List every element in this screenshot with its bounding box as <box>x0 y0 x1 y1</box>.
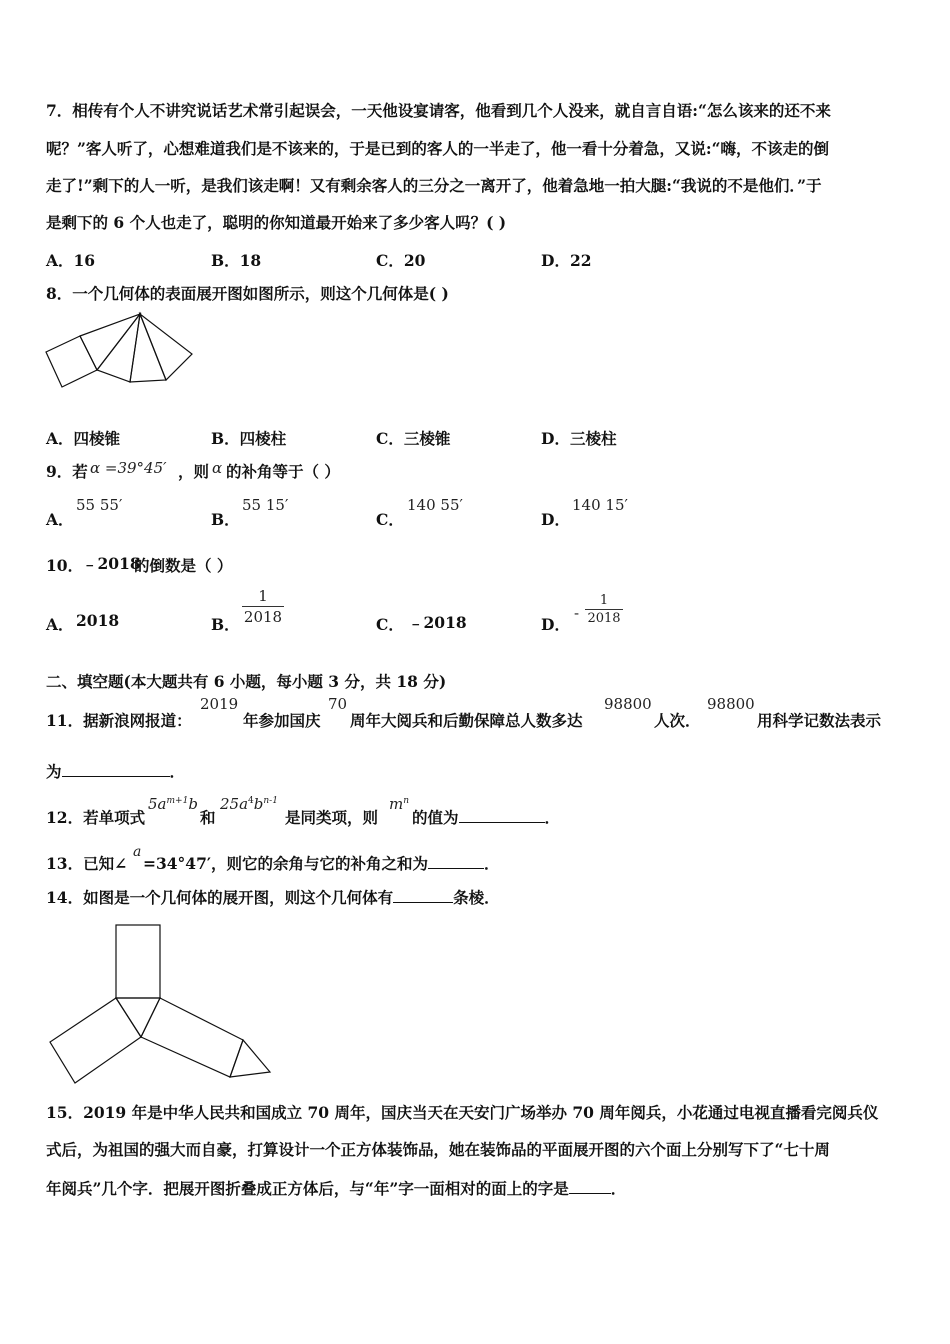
q11-text-3: 人次． <box>654 711 701 730</box>
q13-text: =34°47′，则它的余角与它的补角之和为 <box>143 854 428 873</box>
q7-line-4: 是剩下的 6 个人也走了，聪明的你知道最开始来了多少客人吗？( ) <box>46 213 507 232</box>
q15-line-1: 15．2019 年是中华人民共和国成立 70 周年，国庆当天在天安门广场举办 70 周年阅兵，小花通过电视直播看完阅兵仪 <box>46 1103 879 1122</box>
q10-option-b-fraction-bar <box>242 606 284 607</box>
q10-option-b-numerator: 1 <box>258 587 268 605</box>
q7-option-c: C．20 <box>376 251 426 270</box>
q7-line-1: 7．相传有个人不讲究说话艺术常引起误会，一天他设宴请客，他看到几个人没来，就自言自语:“怎么该来的还不来 <box>46 101 831 120</box>
q10-option-c-value: ﹣2018 <box>408 613 467 632</box>
q12-mono1-exponent: m+1 <box>166 796 189 806</box>
q12-end: ． <box>544 808 561 827</box>
q13-answer-blank[interactable] <box>428 854 484 869</box>
q13-alpha: a <box>133 844 142 860</box>
q8-net-diagram <box>40 310 205 395</box>
q12-text-2: 的值为 <box>412 808 459 827</box>
q11-prefix: 11．据新浪网报道： <box>46 711 192 730</box>
q13-end: ． <box>483 854 500 873</box>
q14-net-diagram <box>44 920 276 1088</box>
q12-mono2-exponent-2: n-1 <box>263 796 278 806</box>
q8-option-c: C．三棱锥 <box>376 429 451 448</box>
q10-option-b-letter: B． <box>211 615 240 634</box>
q11-text-2: 周年大阅兵和后勤保障总人数多达 <box>350 711 583 730</box>
q12-mono2-exponent: 4 <box>248 796 254 806</box>
q11-answer-blank[interactable] <box>62 762 170 777</box>
q8-question: 8．一个几何体的表面展开图如图所示，则这个几何体是( ) <box>46 284 449 303</box>
q11-count: 98800 <box>604 695 652 713</box>
q10-suffix: 的倒数是（ ） <box>134 556 233 575</box>
q11-count-2: 98800 <box>707 695 755 713</box>
q11-line2-prefix: 为 <box>46 762 62 781</box>
q9-suffix: 的补角等于（ ） <box>226 462 340 481</box>
q9-option-b-value: 55 15′ <box>242 496 289 514</box>
q12-mono2-base: 25a <box>220 795 249 813</box>
q12-mono1-tail: b <box>188 795 198 813</box>
q12-power-base: m <box>389 795 404 813</box>
q10-option-b-denominator: 2018 <box>243 608 283 626</box>
q14-prefix: 14．如图是一个几何体的展开图，则这个几何体有 <box>46 888 394 907</box>
q10-number: ﹣2018 <box>82 554 141 573</box>
q15-line-3-prefix: 年阅兵”几个字．把展开图折叠成正方体后，与“年”字一面相对的面上的字是 <box>46 1179 569 1198</box>
q8-option-b: B．四棱柱 <box>211 429 287 448</box>
q14-line <box>46 886 500 908</box>
q7-option-d: D．22 <box>541 251 592 270</box>
q9-alpha: α <box>212 459 223 477</box>
q9-option-c-letter: C． <box>376 510 404 529</box>
q13-answer-line <box>143 852 499 874</box>
q9-option-c-value: 140 55′ <box>407 496 463 514</box>
q7-line-3: 走了!”剩下的人一听，是我们该走啊！又有剩余客人的三分之一离开了，他着急地一拍大腿:“我说的不是他们．”于 <box>46 176 822 195</box>
q10-option-d-numerator: 1 <box>599 593 609 608</box>
q10-option-d-letter: D． <box>541 615 570 634</box>
q15-answer-blank[interactable] <box>569 1179 611 1194</box>
q12-answer-blank[interactable] <box>459 808 545 823</box>
q8-option-d: D．三棱柱 <box>541 429 617 448</box>
q10-option-d-sign: - <box>574 604 580 622</box>
q11-year: 2019 <box>200 695 239 713</box>
q9-option-a-value: 55 55′ <box>76 496 123 514</box>
q9-option-d-value: 140 15′ <box>572 496 628 514</box>
q11-answer-line <box>46 760 185 782</box>
q12-text-1: 是同类项，则 <box>285 808 379 827</box>
q12-and: 和 <box>200 808 216 827</box>
q12-monomial-2 <box>220 795 278 813</box>
q14-suffix: 条棱． <box>453 888 500 907</box>
q15-line-3 <box>46 1177 626 1199</box>
q11-text-1: 年参加国庆 <box>243 711 321 730</box>
q9-middle: ，则 <box>178 462 210 481</box>
q12-monomial-1 <box>148 795 198 813</box>
q8-option-a: A．四棱锥 <box>46 429 121 448</box>
q9-option-d-letter: D． <box>541 510 570 529</box>
q13-prefix: 13．已知∠ <box>46 854 128 873</box>
q10-option-d-fraction <box>585 593 623 626</box>
q15-line-3-suffix: ． <box>610 1179 627 1198</box>
q10-option-d-denominator: 2018 <box>587 611 621 626</box>
q12-power-exponent: n <box>403 796 410 806</box>
q9-option-a-letter: A． <box>46 510 74 529</box>
q11-text-4: 用科学记数法表示 <box>757 711 882 730</box>
q10-option-a-letter: A． <box>46 615 74 634</box>
q10-prefix: 10． <box>46 556 84 575</box>
q9-alpha-equation: α =39°45′ <box>90 459 167 477</box>
q10-option-a-value: 2018 <box>76 611 120 630</box>
q7-option-b: B．18 <box>211 251 262 270</box>
q12-answer-line <box>412 806 560 828</box>
q9-option-b-letter: B． <box>211 510 240 529</box>
q7-option-a: A．16 <box>46 251 96 270</box>
q10-option-b-fraction <box>242 587 284 626</box>
q7-line-2: 呢？”客人听了，心想难道我们是不该来的，于是已到的客人的一半走了，他一看十分着急，又说:“嗨，不该走的倒 <box>46 139 830 158</box>
q11-line2-suffix: ． <box>169 762 186 781</box>
q12-mono1-base: 5a <box>148 795 167 813</box>
q12-power <box>389 795 409 813</box>
section-2-title: 二、填空题(本大题共有 6 小题，每小题 3 分，共 18 分) <box>46 672 447 691</box>
q12-prefix: 12．若单项式 <box>46 808 146 827</box>
q11-anniversary: 70 <box>328 695 348 713</box>
q12-mono2-mid: b <box>253 795 264 813</box>
q15-line-2: 式后，为祖国的强大而自豪，打算设计一个正方体装饰品，她在装饰品的平面展开图的六个面上分别写下了“七十周 <box>46 1140 830 1159</box>
q10-option-d-fraction-bar <box>585 609 623 610</box>
q10-option-c-letter: C． <box>376 615 404 634</box>
q14-answer-blank[interactable] <box>393 888 453 903</box>
q9-prefix: 9．若 <box>46 462 88 481</box>
